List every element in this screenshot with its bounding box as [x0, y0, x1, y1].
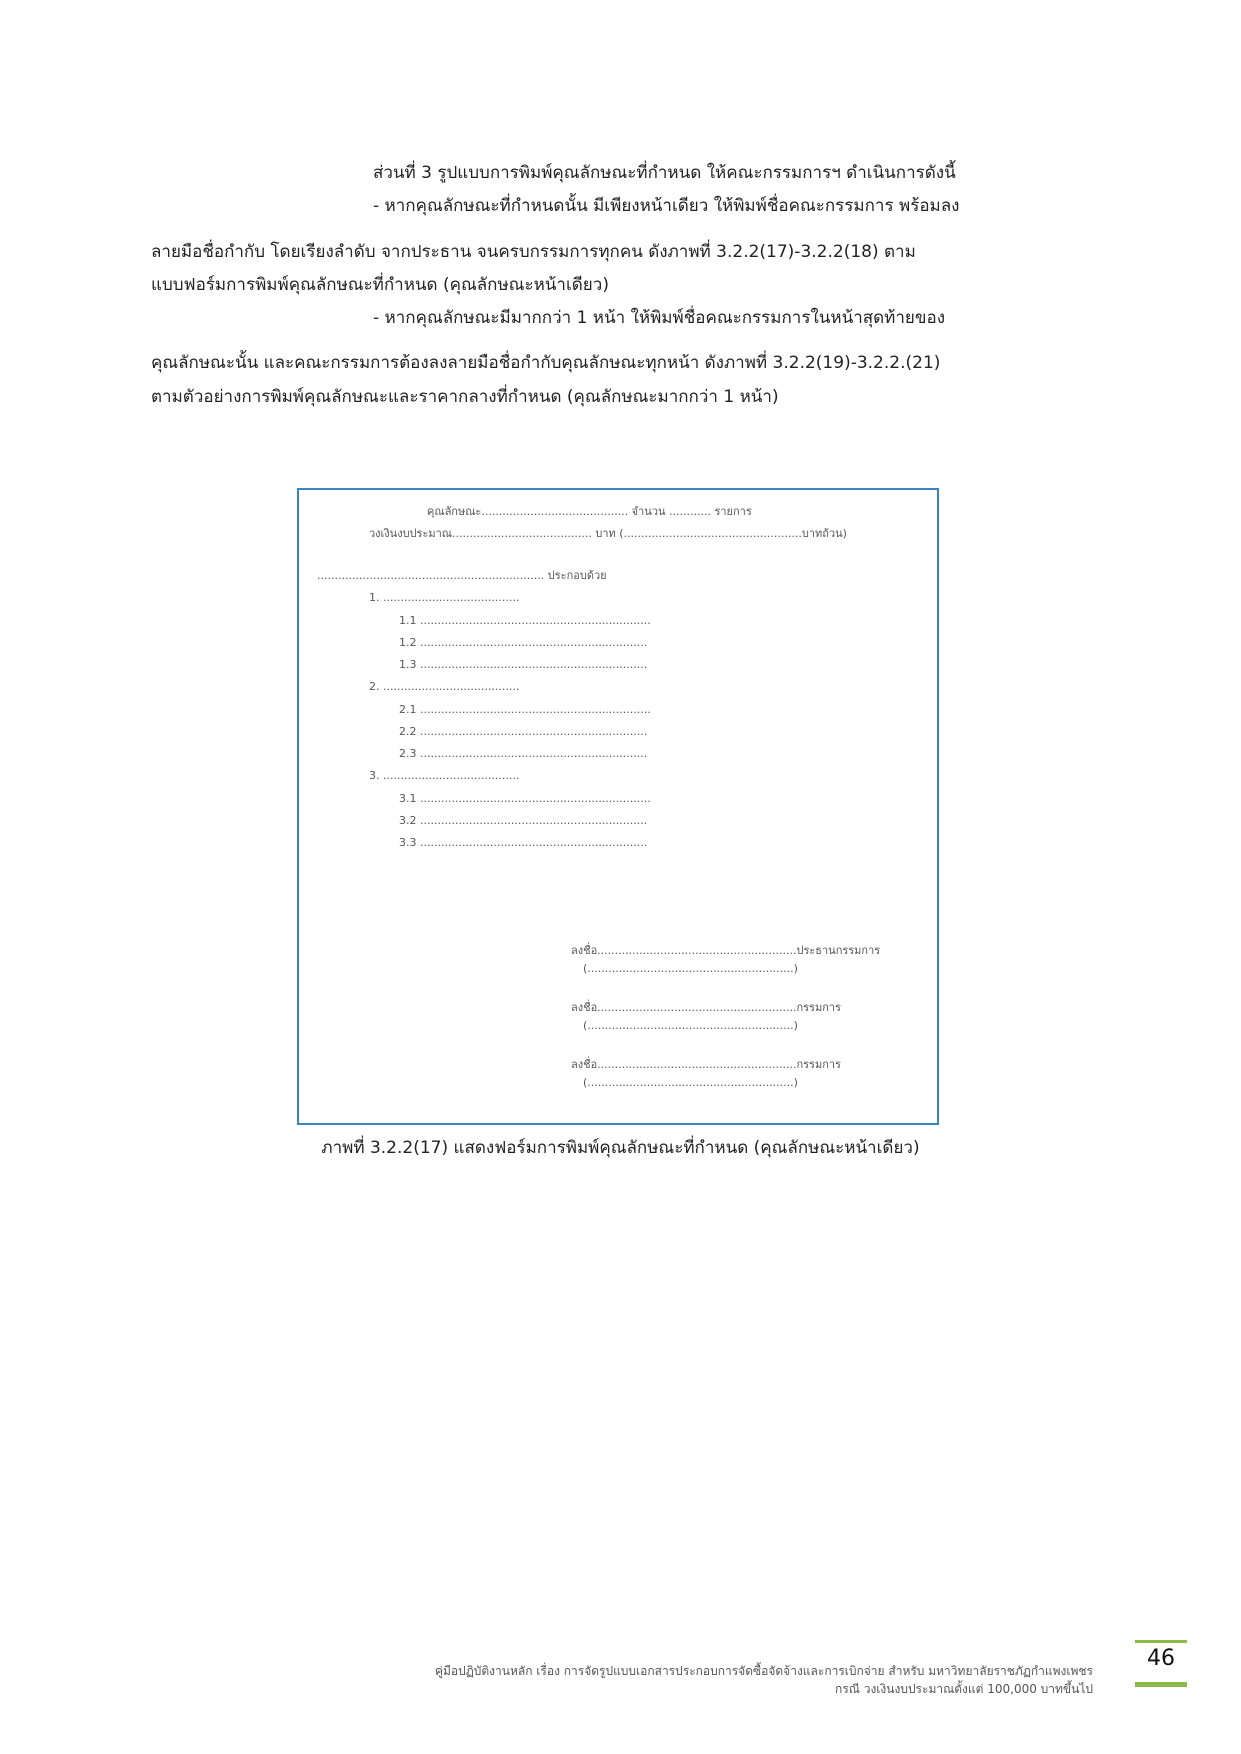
form-consists-of: ................................................................. ประกอบด้วย: [317, 569, 607, 582]
form-item: 2. .......................................: [369, 680, 520, 693]
paragraph-line: ตามตัวอย่างการพิมพ์คุณลักษณะและราคากลางที่กำหนด (คุณลักษณะมากกว่า 1 หน้า): [151, 387, 779, 407]
signature-chairman: ลงชื่อ.........................................................ประธานกรรมการ: [571, 944, 881, 957]
page-number-rule-bottom: [1135, 1682, 1187, 1687]
footer-text: [435, 1662, 1093, 1698]
paragraph-line: คุณลักษณะนั้น และคณะกรรมการต้องลงลายมือชื่อกำกับคุณลักษณะทุกหน้า ดังภาพที่ 3.2.2(19)-3.2.2.(21): [151, 353, 941, 373]
paragraph-line: - หากคุณลักษณะที่กำหนดนั้น มีเพียงหน้าเดียว ให้พิมพ์ชื่อคณะกรรมการ พร้อมลง: [373, 196, 960, 216]
form-item: 1. .......................................: [369, 591, 520, 604]
form-subitem: 2.3 .................................................................: [399, 747, 648, 760]
signature-member: ลงชื่อ.........................................................กรรมการ: [571, 1058, 841, 1071]
form-subitem: 2.2 .................................................................: [399, 725, 648, 738]
signature-name-blank: (...........................................................): [583, 1076, 798, 1089]
footer-line-2: กรณี วงเงินงบประมาณตั้งแต่ 100,000 บาทขึ้นไป: [835, 1682, 1093, 1696]
form-subitem: 2.1 ..................................................................: [399, 703, 651, 716]
figure-caption: ภาพที่ 3.2.2(17) แสดงฟอร์มการพิมพ์คุณลักษณะที่กำหนด (คุณลักษณะหน้าเดียว): [321, 1138, 920, 1158]
form-figure: [297, 488, 939, 1125]
form-subitem: 3.3 .................................................................: [399, 836, 648, 849]
form-item: 3. .......................................: [369, 769, 520, 782]
form-subitem: 1.1 ..................................................................: [399, 614, 651, 627]
paragraph-line: ลายมือชื่อกำกับ โดยเรียงลำดับ จากประธาน จนครบกรรมการทุกคน ดังภาพที่ 3.2.2(17)-3.2.2(18) ตาม: [151, 242, 916, 262]
form-subitem: 3.2 .................................................................: [399, 814, 648, 827]
form-subitem: 1.2 .................................................................: [399, 636, 648, 649]
form-subitem: 3.1 ..................................................................: [399, 792, 651, 805]
signature-member: ลงชื่อ.........................................................กรรมการ: [571, 1001, 841, 1014]
paragraph-line: - หากคุณลักษณะมีมากกว่า 1 หน้า ให้พิมพ์ชื่อคณะกรรมการในหน้าสุดท้ายของ: [373, 308, 946, 328]
form-header-budget: วงเงินงบประมาณ........................................ บาท (...................................................บาทถ้วน): [369, 527, 847, 540]
section-heading: ส่วนที่ 3 รูปแบบการพิมพ์คุณลักษณะที่กำหนด ให้คณะกรรมการฯ ดำเนินการดังนี้: [373, 163, 956, 183]
form-header-spec: คุณลักษณะ.......................................... จำนวน ............ รายการ: [427, 505, 752, 518]
paragraph-line: แบบฟอร์มการพิมพ์คุณลักษณะที่กำหนด (คุณลักษณะหน้าเดียว): [151, 275, 609, 295]
page-number-rule-top: [1135, 1640, 1187, 1643]
signature-name-blank: (...........................................................): [583, 1019, 798, 1032]
signature-name-blank: (...........................................................): [583, 962, 798, 975]
page-number: 46: [1147, 1646, 1175, 1671]
footer-line-1: คู่มือปฏิบัติงานหลัก เรื่อง การจัดรูปแบบเอกสารประกอบการจัดซื้อจัดจ้างและการเบิกจ่าย สำหรับ มหาวิทยาลัยราชภัฏกำแพงเพชร: [434, 1664, 1093, 1678]
form-subitem: 1.3 .................................................................: [399, 658, 648, 671]
